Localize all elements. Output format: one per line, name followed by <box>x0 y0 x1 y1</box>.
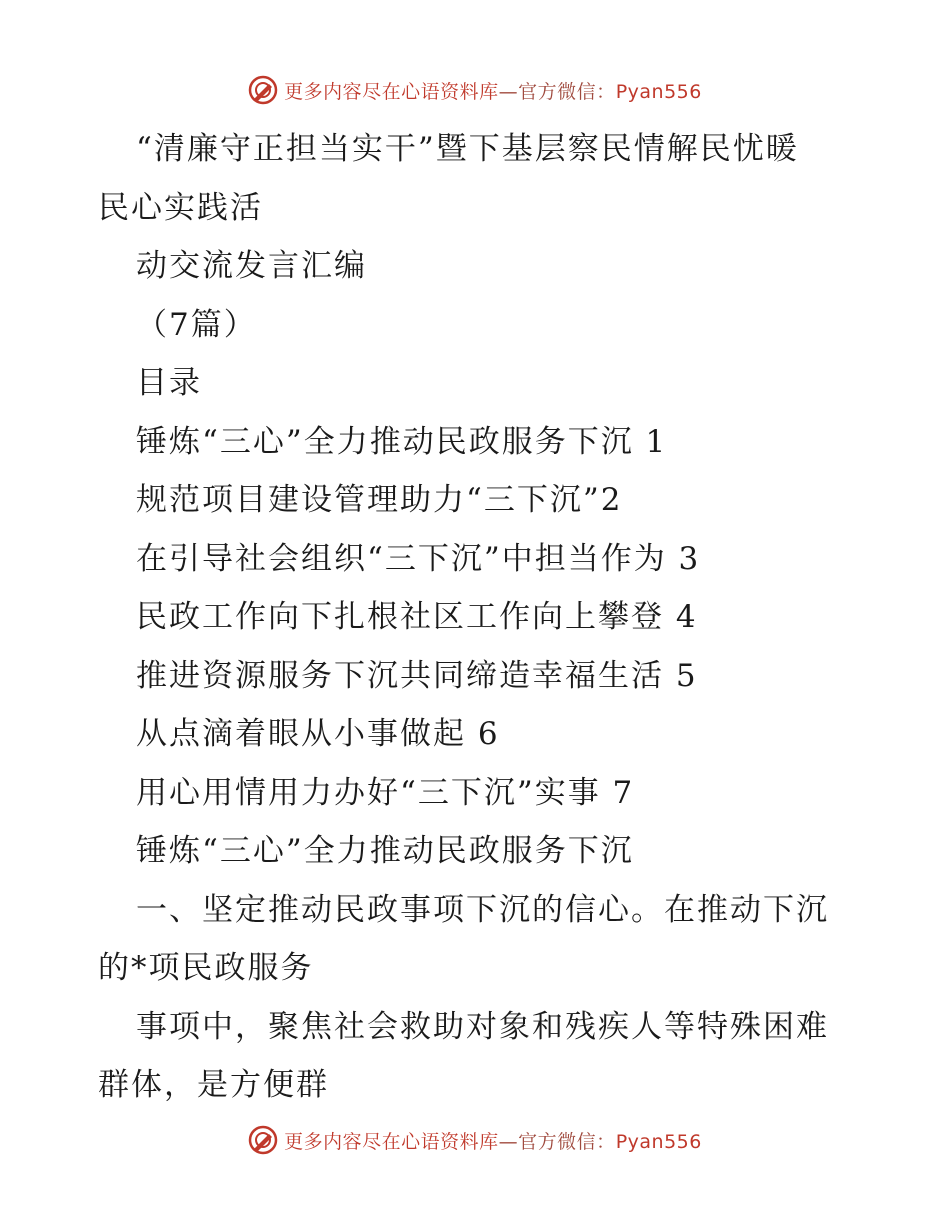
section-title: 锤炼“三心”全力推动民政服务下沉 <box>136 833 634 869</box>
title-line-3: 动交流发言汇编 <box>136 248 367 284</box>
pen-logo-icon <box>248 75 278 105</box>
paragraph-line: 一、坚定推动民政事项下沉的信心。在推动下沉 <box>136 891 829 928</box>
toc-entry: 推进资源服务下沉共同缔造幸福生活 5 <box>136 657 698 694</box>
title-line-2: 民心实践活 <box>98 189 263 226</box>
header-banner <box>0 70 950 110</box>
toc-entry: 在引导社会组织“三下沉”中担当作为 3 <box>136 540 701 577</box>
pen-logo-icon <box>248 1125 278 1155</box>
toc-entry: 民政工作向下扎根社区工作向上攀登 4 <box>136 599 698 635</box>
paragraph-line: 事项中，聚焦社会救助对象和残疾人等特殊困难 <box>136 1008 829 1045</box>
paragraph-line: 群体，是方便群 <box>98 1067 329 1103</box>
document-body <box>98 120 868 1115</box>
toc-entry: 从点滴着眼从小事做起 6 <box>136 716 500 752</box>
paragraph-line: 的*项民政服务 <box>98 950 314 986</box>
banner-text: 更多内容尽在心语资料库—官方微信：Pyan556 <box>284 80 702 103</box>
banner-text: 更多内容尽在心语资料库—官方微信：Pyan556 <box>284 1130 702 1153</box>
title-line-1: “清廉守正担当实干”暨下基层察民情解民忧暖 <box>136 131 799 167</box>
toc-entry: 锤炼“三心”全力推动民政服务下沉 1 <box>136 423 668 460</box>
toc-entry: 用心用情用力办好“三下沉”实事 7 <box>136 774 635 811</box>
article-count: （7篇） <box>136 306 257 343</box>
toc-entry: 规范项目建设管理助力“三下沉”2 <box>136 482 623 518</box>
toc-heading: 目录 <box>136 365 202 401</box>
footer-banner <box>0 1120 950 1160</box>
